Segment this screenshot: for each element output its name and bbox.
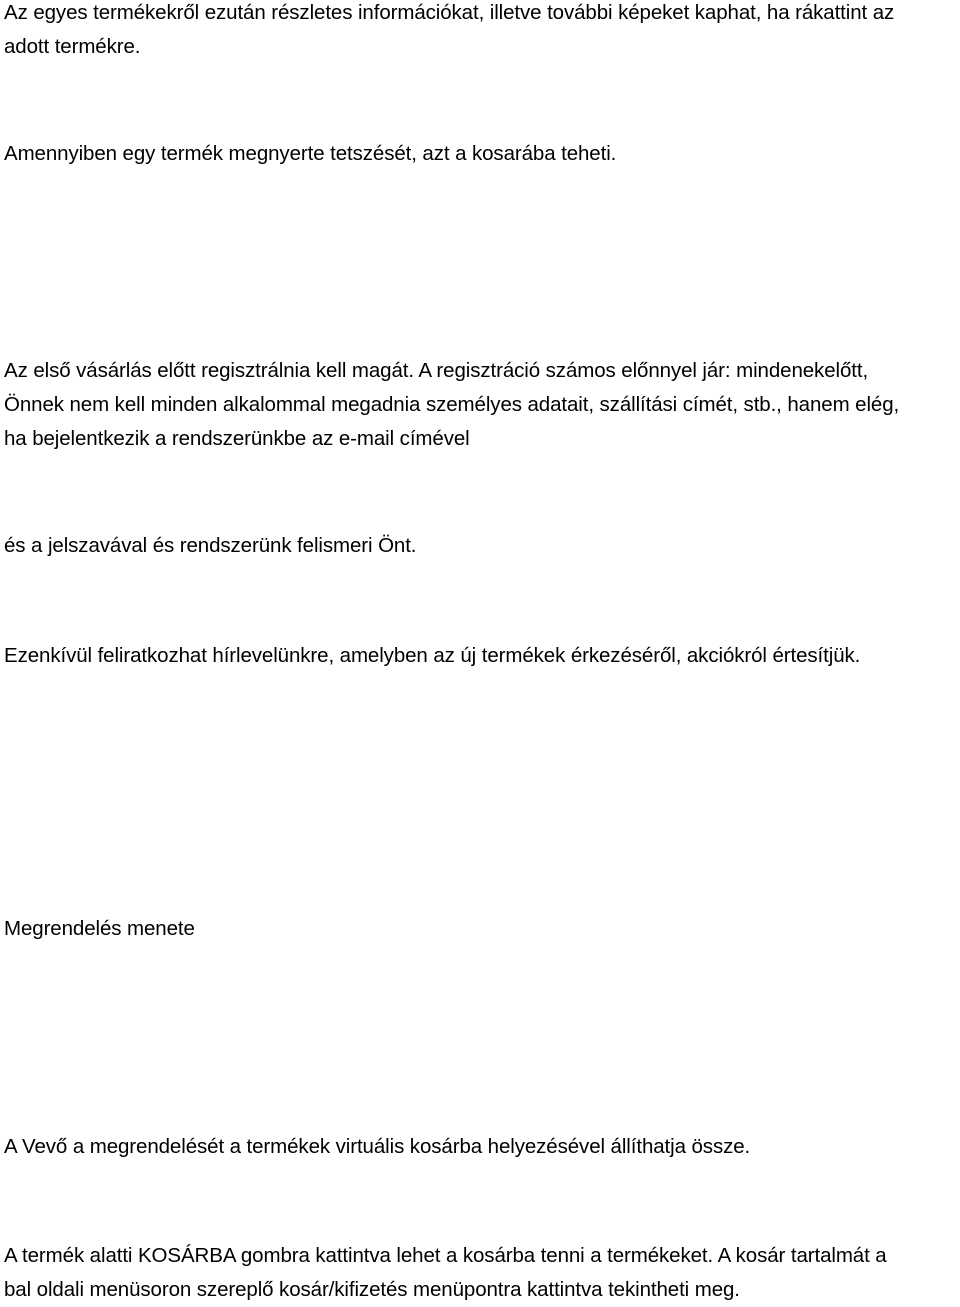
- text-line: Amennyiben egy termék megnyerte tetszését, azt a kosarába teheti.: [4, 142, 617, 165]
- paragraph-password: [4, 529, 952, 563]
- text-line: és a jelszavával és rendszerünk felismeri Önt.: [4, 534, 417, 557]
- paragraph-cart-button: [4, 1239, 952, 1307]
- paragraph-newsletter: [4, 639, 952, 673]
- text-line: Ezenkívül feliratkozhat hírlevelünkre, amelyben az új termékek érkezéséről, akciókról értesítjük.: [4, 644, 861, 667]
- text-line: A termék alatti KOSÁRBA gombra kattintva lehet a kosárba tenni a termékeket. A kosár tartalmát a: [4, 1244, 887, 1267]
- text-line: Az egyes termékekről ezután részletes információkat, illetve további képeket kaphat, ha rákattint az: [4, 1, 895, 24]
- paragraph-product-details: [4, 0, 952, 64]
- text-line: Az első vásárlás előtt regisztrálnia kell magát. A regisztráció számos előnnyel jár: mindenekelőtt,: [4, 359, 869, 382]
- paragraph-virtual-cart: [4, 1130, 952, 1164]
- heading-order-process: [4, 912, 952, 946]
- text-line: ha bejelentkezik a rendszerünkbe az e-mail címével: [4, 427, 470, 450]
- text-line: Önnek nem kell minden alkalommal megadnia személyes adatait, szállítási címét, stb., hanem elég,: [4, 393, 900, 416]
- paragraph-add-to-cart: [4, 137, 952, 171]
- paragraph-registration: [4, 354, 952, 456]
- text-line: adott termékre.: [4, 35, 141, 58]
- text-line: bal oldali menüsoron szereplő kosár/kifizetés menüpontra kattintva tekintheti meg.: [4, 1278, 740, 1301]
- text-line: A Vevő a megrendelését a termékek virtuális kosárba helyezésével állíthatja össze.: [4, 1135, 751, 1158]
- text-line: Megrendelés menete: [4, 917, 195, 940]
